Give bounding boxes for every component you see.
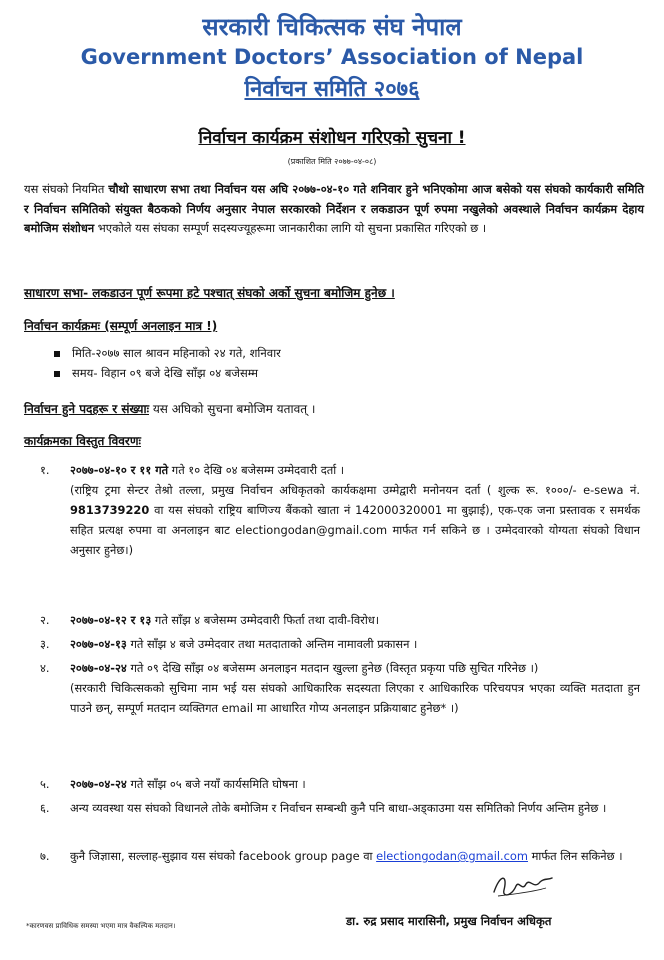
item-sub-b: वा यस संघको राष्ट्रिय बाणिज्य बैंकको खाता नं 142000320001 मा बुझाई), एक-एक जना प्रस्तावक र समर्थक सहित प्रत्यक्ष रुपमा वा अनलाइन बाट electiongodan@gmail.com मार्फत गर्न सकिने छ । उम्मेदवारको योग्यता संघको विधान अनुसार हुनेछ।) — [70, 503, 640, 557]
esewa-number: 9813739220 — [70, 503, 150, 517]
item-number: १. — [40, 463, 50, 477]
bullet-date — [54, 346, 281, 361]
posts-label: निर्वाचन हुने पदहरू र संख्याः — [24, 402, 149, 416]
item-sub: (सरकारी चिकित्सकको सुचिमा नाम भई यस संघको आधिकारिक सदस्यता लिएका र आधिकारिक परिचयपत्र भएका व्यक्ति मतदाता हुन पाउने छन्, सम्पूर्ण मतदान व्यक्तिगत email मा आधारित गोप्य अनलाइन प्रक्रियाबाट हुनेछ* ।) — [70, 681, 640, 715]
item-text: गते ०९ देखि साँझ ०४ बजेसम्म अनलाइन मतदान खुल्ला हुनेछ (विस्तृत प्रकृया पछि सुचित गरिनेछ ।) — [126, 661, 539, 675]
bullet-time — [54, 366, 258, 381]
org-name-english: Government Doctors’ Association of Nepal — [80, 45, 584, 69]
bullet-square-icon — [54, 351, 60, 357]
item-date: २०७७-०४-१३ — [70, 637, 127, 651]
item-number: ७. — [40, 849, 50, 863]
item-number: ५. — [40, 777, 50, 791]
intro-part1: यस संघको नियमित — [24, 182, 109, 196]
item-text: गते साँझ ४ बजेसम्म उम्मेदवारी फिर्ता तथा दावी-विरोध। — [151, 613, 380, 627]
item-date: २०७७-०४-१२ र १३ — [70, 613, 152, 627]
election-program-heading: निर्वाचन कार्यक्रमः (सम्पूर्ण अनलाइन मात्र !) — [24, 319, 218, 333]
committee-name: निर्वाचन समिति २०७६ — [244, 77, 420, 102]
bullet-time-text: समय- विहान ०९ बजे देखि साँझ ०४ बजेसम्म — [72, 366, 259, 380]
published-date: (प्रकाशित मिति २०७७-०४-०८) — [287, 157, 377, 166]
list-item — [40, 846, 640, 866]
general-assembly-line: साधारण सभा- लकडाउन पूर्ण रूपमा हटे पश्चात् संघको अर्को सुचना बमोजिम हुनेछ । — [24, 286, 395, 300]
item-text: गते साँझ ४ बजे उम्मेदवार तथा मतदाताको अन्तिम नामावली प्रकासन । — [126, 637, 418, 651]
list-item — [40, 460, 640, 560]
item-number: ६. — [40, 801, 50, 815]
list-item — [40, 658, 640, 718]
item-number: २. — [40, 613, 50, 627]
org-name-nepali: सरकारी चिकित्सक संघ नेपाल — [202, 13, 462, 41]
item-text: कुनै जिज्ञासा, सल्लाह-सुझाव यस संघको facebook group page वा — [70, 849, 377, 863]
list-item — [40, 798, 640, 818]
bullet-date-text: मिति-२०७७ साल श्रावन महिनाको २४ गते, शनिवार — [72, 346, 281, 360]
item-date: २०७७-०४-२४ — [70, 661, 127, 675]
signer-name: डा. रुद्र प्रसाद मारासिनी, प्रमुख निर्वाचन अधिकृत — [346, 914, 552, 928]
email-link[interactable]: electiongodan@gmail.com — [376, 849, 528, 863]
intro-paragraph — [24, 180, 644, 239]
item-date: २०७७-०४-२४ — [70, 777, 127, 791]
item-text-2: मार्फत लिन सकिनेछ । — [528, 849, 623, 863]
item-number: ३. — [40, 637, 50, 651]
list-item — [40, 610, 640, 630]
item-number: ४. — [40, 661, 50, 675]
posts-line — [24, 400, 315, 417]
bullet-square-icon — [54, 371, 60, 377]
intro-bold: चौथो साधारण सभा तथा निर्वाचन यस अघि २०७७-०४-१० गते शनिवार हुने भनिएकोमा आज बसेको यस संघको कार्यकारी समिति र निर्वाचन समितिको संयुक्त बैठकको निर्णय अनुसार नेपाल सरकारको निर्देशन र लकडाउन पूर्ण रुपमा नखुलेको अवस्थाले निर्वाचन कार्यक्रम देहाय बमोजिम संशोधन — [24, 182, 645, 235]
item-text: गते साँझ ०५ बजे नयाँ कार्यसमिति घोषना । — [126, 777, 306, 791]
intro-part3: भएकोले यस संघका सम्पूर्ण सदस्यज्यूहरूमा जानकारीका लागि यो सुचना प्रकासित गरिएको छ । — [94, 221, 487, 235]
item-text: गते १० देखि ०४ बजेसम्म उम्मेदवारी दर्ता । — [168, 463, 345, 477]
notice-title: निर्वाचन कार्यक्रम संशोधन गरिएको सुचना ! — [198, 128, 466, 148]
list-item — [40, 634, 640, 654]
posts-text: यस अघिको सुचना बमोजिम यतावत् । — [149, 402, 316, 416]
details-heading: कार्यक्रमका विस्तुत विवरणः — [24, 434, 141, 448]
item-date: २०७७-०४-१० र ११ गते — [70, 463, 169, 477]
list-item — [40, 774, 640, 794]
item-sub-a: (राष्ट्रिय ट्रमा सेन्टर तेश्रो तल्ला, प्रमुख निर्वाचन अधिकृतको कार्यकक्षमा उम्मेद्वारी मनोनयन दर्ता ( शुल्क रू. १०००/- e-sewa नं. — [70, 483, 640, 497]
footnote: *कारणवस प्राविधिक समस्या भएमा मात्र वैकल्पिक मतदान। — [26, 922, 176, 930]
item-text: अन्य व्यवस्था यस संघको विधानले तोके बमोजिम र निर्वाचन सम्बन्धी कुनै पनि बाधा-अड्काउमा यस समितिको निर्णय अन्तिम हुनेछ । — [70, 801, 607, 815]
item-sub — [70, 480, 640, 560]
signature-image — [486, 870, 556, 902]
